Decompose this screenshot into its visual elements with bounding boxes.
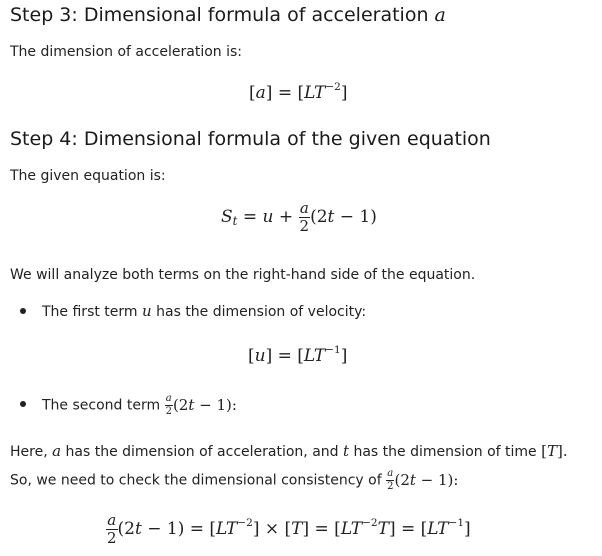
bullet-first-term bbox=[42, 301, 366, 322]
here-p1: Here, bbox=[10, 444, 48, 460]
here-var-t: t bbox=[343, 442, 350, 460]
bullet-1-var: u bbox=[142, 302, 152, 320]
here-var-T: [T]. bbox=[541, 442, 568, 460]
bullet-dot-1 bbox=[20, 308, 26, 314]
bullet-2-expression: $\frac{a}{2}$ (2t − 1): bbox=[165, 393, 237, 417]
step4-intro: The given equation is: bbox=[10, 168, 166, 184]
bullet-1-after: has the dimension of velocity: bbox=[156, 304, 367, 320]
step3-equation: $[a] = [LT^{-2}]$ bbox=[249, 81, 348, 103]
analyze-text: We will analyze both terms on the right-hand side of the equation. bbox=[10, 267, 476, 283]
here-p3: has the dimension of time bbox=[353, 444, 537, 460]
bullet-dot-2 bbox=[20, 401, 26, 407]
bullet-second-term bbox=[42, 394, 237, 417]
step3-heading-text: Step 3: Dimensional formula of acceleration bbox=[10, 4, 429, 26]
step3-heading-var: a bbox=[434, 4, 446, 26]
so-line bbox=[10, 469, 458, 492]
step3-intro: The dimension of acceleration is: bbox=[10, 44, 242, 60]
here-p2: has the dimension of acceleration, and bbox=[65, 444, 339, 460]
step3-heading bbox=[10, 3, 446, 27]
here-line bbox=[10, 441, 568, 462]
here-var-a: a bbox=[52, 442, 62, 460]
velocity-equation: $[u] = [LT^{-1}]$ bbox=[248, 344, 348, 366]
so-expression: $\frac{a}{2}$ (2t − 1): bbox=[387, 468, 459, 492]
final-equation: $\frac{a}{2}$ $(2t - 1) = [LT^{-2}] \times [T] = [LT^{-2}T] = [LT^{-1}]$ bbox=[107, 511, 471, 547]
step4-equation: $S_t = u$ + $\frac{a}{2}$ (2t − 1) bbox=[221, 199, 377, 235]
a-over-2-fraction: $\frac{a}{2}$ bbox=[299, 199, 310, 235]
bullet-2-before: The second term bbox=[42, 397, 161, 414]
bullet-1-before: The first term bbox=[42, 304, 138, 320]
final-a-over-2: $\frac{a}{2}$ bbox=[107, 511, 117, 547]
so-text: So, we need to check the dimensional consistency of bbox=[10, 472, 382, 489]
step4-heading: Step 4: Dimensional formula of the given equation bbox=[10, 128, 491, 150]
